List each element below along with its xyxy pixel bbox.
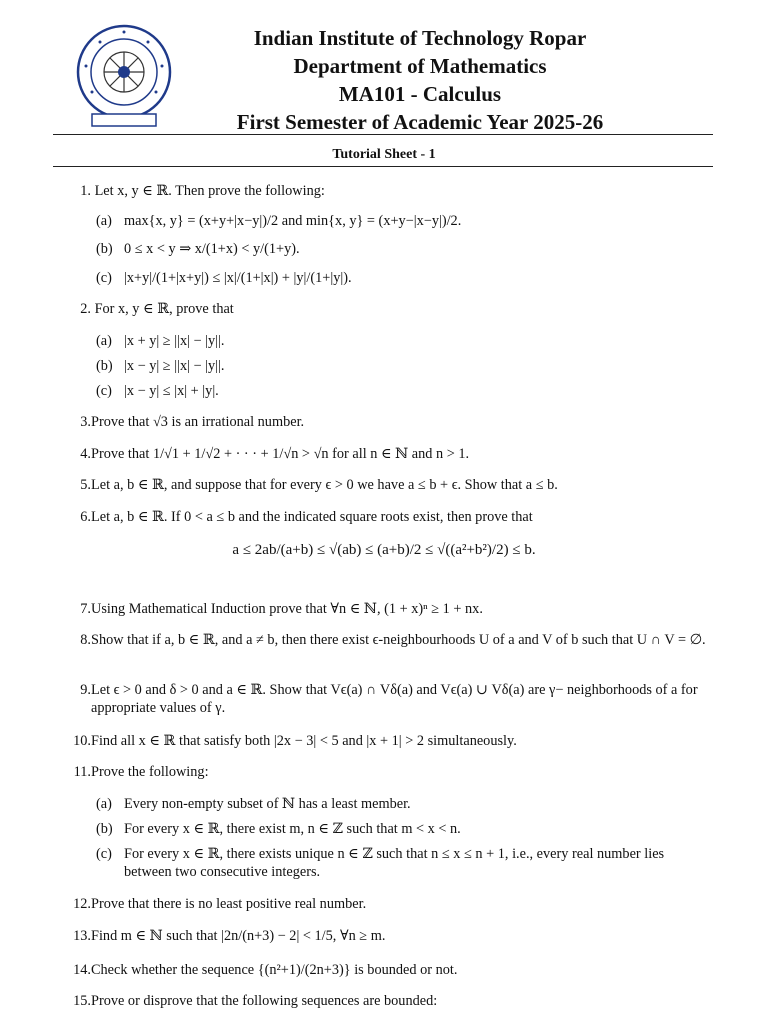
question-2-part-b: (b) |x − y| ≥ ||x| − |y||. — [96, 358, 225, 374]
question-14: 14.Check whether the sequence {(n²+1)/(2n+3)} is bounded or not. — [73, 962, 458, 978]
question-5: 5.Let a, b ∈ ℝ, and suppose that for every ϵ > 0 we have a ≤ b + ϵ. Show that a ≤ b. — [80, 477, 558, 493]
question-11: 11.Prove the following: — [73, 764, 209, 780]
department-name: Department of Mathematics — [293, 54, 547, 78]
document-header — [0, 0, 768, 135]
question-12: 12.Prove that there is no least positive real number. — [73, 896, 367, 912]
question-1-part-c: (c) |x+y|/(1+|x+y|) ≤ |x|/(1+|x|) + |y|/(1+|y|). — [96, 270, 352, 286]
question-13: 13.Find m ∈ ℕ such that |2n/(n+3) − 2| < 1/5, ∀n ≥ m. — [73, 928, 386, 944]
question-11-part-a: (a) Every non-empty subset of ℕ has a least member. — [96, 796, 411, 812]
semester-name: First Semester of Academic Year 2025-26 — [236, 110, 604, 134]
question-11-part-c: (c) For every x ∈ ℝ, there exists unique n ∈ ℤ such that n ≤ x ≤ n + 1, i.e., every real number lies between two consecutive integers. — [96, 846, 665, 880]
question-text: Let x, y ∈ ℝ. Then prove the following: — [94, 183, 325, 199]
question-7: 7.Using Mathematical Induction prove that ∀n ∈ ℕ, (1 + x)ⁿ ≥ 1 + nx. — [80, 601, 483, 617]
question-2: 2. For x, y ∈ ℝ, prove that — [80, 301, 234, 317]
question-1 — [70, 182, 325, 200]
question-15: 15.Prove or disprove that the following sequences are bounded: — [73, 993, 438, 1009]
institute-name: Indian Institute of Technology Ropar — [253, 26, 587, 50]
question-2-part-c: (c) |x − y| ≤ |x| + |y|. — [96, 383, 219, 399]
question-6: 6.Let a, b ∈ ℝ. If 0 < a ≤ b and the indicated square roots exist, then prove that — [80, 509, 533, 525]
header-rule-bottom — [53, 166, 713, 167]
iit-ropar-seal-icon — [70, 22, 178, 130]
question-10: 10.Find all x ∈ ℝ that satisfy both |2x − 3| < 5 and |x + 1| > 2 simultaneously. — [73, 733, 517, 749]
question-number: 1. — [80, 183, 91, 199]
header-titles — [180, 24, 660, 136]
question-3: 3.Prove that √3 is an irrational number. — [80, 414, 305, 430]
course-name: MA101 - Calculus — [338, 82, 502, 106]
header-rule-top — [53, 134, 713, 135]
question-2-part-a: (a) |x + y| ≥ ||x| − |y||. — [96, 333, 225, 349]
question-8: 8.Show that if a, b ∈ ℝ, and a ≠ b, then there exist ϵ-neighbourhoods U of a and V of b such that U ∩ V = ∅. — [80, 632, 706, 648]
question-1-part-a: (a) max{x, y} = (x+y+|x−y|)/2 and min{x, y} = (x+y−|x−y|)/2. — [96, 213, 462, 229]
question-9: 9.Let ϵ > 0 and δ > 0 and a ∈ ℝ. Show that Vϵ(a) ∩ Vδ(a) and Vϵ(a) ∪ Vδ(a) are γ− neighborhoods of a for appropriate values of γ. — [80, 682, 698, 716]
question-1-part-b: (b) 0 ≤ x < y ⇒ x/(1+x) < y/(1+y). — [96, 241, 300, 257]
question-4: 4.Prove that 1/√1 + 1/√2 + · · · + 1/√n > √n for all n ∈ ℕ and n > 1. — [80, 446, 470, 462]
question-6-inequality: a ≤ 2ab/(a+b) ≤ √(ab) ≤ (a+b)/2 ≤ √((a²+b²)/2) ≤ b. — [232, 542, 536, 558]
question-11-part-b: (b) For every x ∈ ℝ, there exist m, n ∈ ℤ such that m < x < n. — [96, 821, 461, 837]
sheet-title: Tutorial Sheet - 1 — [332, 147, 436, 162]
